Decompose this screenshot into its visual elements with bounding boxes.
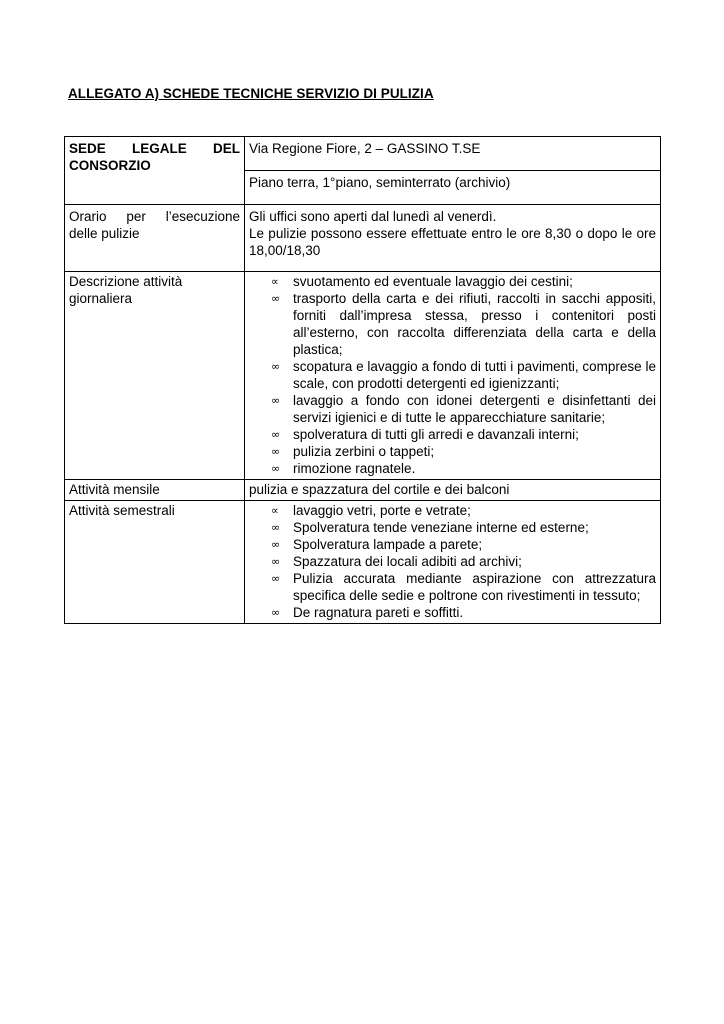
bullet-icon: ∞ xyxy=(271,606,281,619)
bullet-icon: ∞ xyxy=(271,538,281,551)
list-item xyxy=(249,358,656,392)
table-row-mensile xyxy=(65,480,661,501)
list-item-text: spolveratura di tutti gli arredi e davanzali interni; xyxy=(293,427,579,442)
bullet-icon: ∞ xyxy=(271,360,281,373)
orario-label: Orario per l’esecuzione delle pulizie xyxy=(65,205,245,272)
list-item-text: Spolveratura lampade a parete; xyxy=(293,537,483,552)
bullet-icon: ∞ xyxy=(271,521,281,534)
list-item xyxy=(249,502,656,519)
list-item xyxy=(249,460,656,477)
giornaliera-list xyxy=(249,273,656,477)
semestrali-list xyxy=(249,502,656,621)
bullet-icon: ∞ xyxy=(271,572,281,585)
mensile-label: Attività mensile xyxy=(65,480,245,501)
list-item-text: Spolveratura tende veneziane interne ed esterne; xyxy=(293,520,589,535)
sede-address: Via Regione Fiore, 2 – GASSINO T.SE xyxy=(245,137,661,171)
giornaliera-value xyxy=(245,272,661,480)
list-item-text: trasporto della carta e dei rifiuti, raccolti in sacchi appositi, forniti dall’impresa stessa, presso i contenitori posti all’esterno, con raccolta differenziata della carta e della plastica; xyxy=(293,291,656,357)
semestrali-label: Attività semestrali xyxy=(65,501,245,624)
list-item-text: svuotamento ed eventuale lavaggio dei cestini; xyxy=(293,274,573,289)
technical-specs-table xyxy=(64,136,661,624)
bullet-icon: ∞ xyxy=(271,462,281,475)
giornaliera-label: Descrizione attività giornaliera xyxy=(65,272,245,480)
list-item xyxy=(249,290,656,358)
list-item xyxy=(249,519,656,536)
table-row-semestrali xyxy=(65,501,661,624)
orario-line-2: Le pulizie possono essere effettuate entro le ore 8,30 o dopo le ore 18,00/18,30 xyxy=(249,226,656,258)
mensile-value: pulizia e spazzatura del cortile e dei balconi xyxy=(245,480,661,501)
list-item xyxy=(249,536,656,553)
orario-value xyxy=(245,205,661,272)
list-item xyxy=(249,273,656,290)
list-item xyxy=(249,604,656,621)
list-item-text: rimozione ragnatele. xyxy=(293,461,416,476)
bullet-icon: ∞ xyxy=(271,555,281,568)
list-item xyxy=(249,553,656,570)
bullet-icon: ∞ xyxy=(271,292,281,305)
list-item-text: De ragnatura pareti e soffitti. xyxy=(293,605,464,620)
list-item-text: lavaggio a fondo con idonei detergenti e disinfettanti dei servizi igienici e di tutte le apparecchiature sanitarie; xyxy=(293,393,656,425)
list-item xyxy=(249,392,656,426)
page-title: ALLEGATO A) SCHEDE TECNICHE SERVIZIO DI PULIZIA xyxy=(68,86,434,101)
list-item-text: pulizia zerbini o tappeti; xyxy=(293,444,435,459)
list-item-text: Spazzatura dei locali adibiti ad archivi; xyxy=(293,554,522,569)
table-row-sede xyxy=(65,137,661,171)
list-item-text: lavaggio vetri, porte e vetrate; xyxy=(293,503,471,518)
list-item xyxy=(249,570,656,604)
bullet-icon: ∞ xyxy=(271,428,281,441)
table-row-orario xyxy=(65,205,661,272)
list-item-text: Pulizia accurata mediante aspirazione con attrezzatura specifica delle sedie e poltrone con rivestimenti in tessuto; xyxy=(293,571,656,603)
list-item xyxy=(249,426,656,443)
bullet-icon: ∞ xyxy=(271,445,281,458)
semestrali-value xyxy=(245,501,661,624)
sede-floors: Piano terra, 1°piano, seminterrato (archivio) xyxy=(245,171,661,205)
bullet-icon: ∝ xyxy=(271,504,279,517)
sede-label: SEDE LEGALE DEL CONSORZIO xyxy=(65,137,245,205)
list-item-text: scopatura e lavaggio a fondo di tutti i pavimenti, comprese le scale, con prodotti detergenti ed igienizzanti; xyxy=(293,359,656,391)
table-row-giornaliera xyxy=(65,272,661,480)
bullet-icon: ∞ xyxy=(271,394,281,407)
list-item xyxy=(249,443,656,460)
orario-line-1: Gli uffici sono aperti dal lunedì al venerdì. xyxy=(249,209,497,224)
bullet-icon: ∝ xyxy=(271,275,279,288)
